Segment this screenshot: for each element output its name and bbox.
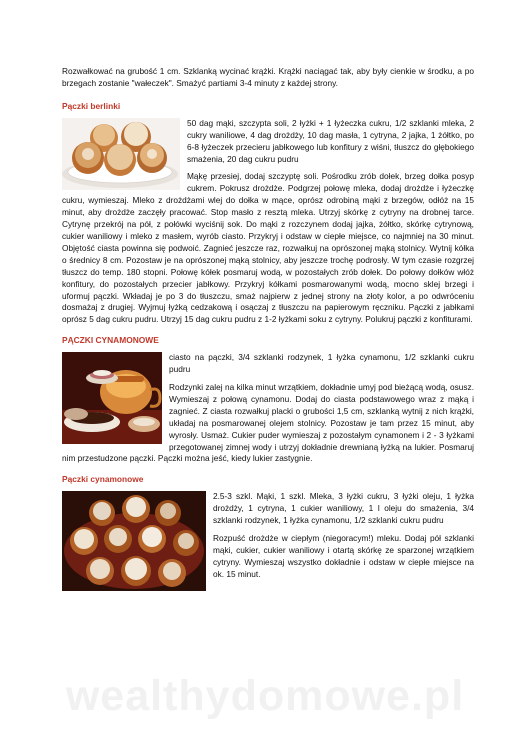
recipe-ingredients: 50 dag mąki, szczypta soli, 2 łyżki + 1 łyżeczka cukru, 1/2 szklanki mleka, 2 cukry waniliowe, 4 dag drożdży, 10 dag masła, 1 cytryna, 2 jajka, 1 żółtko, po 6-8 łyżeczek przecieru jabłkowego lub konfitury z wiśni, tłuszcz do głębokiego smażenia, 20 dag cukru pudru xyxy=(187,117,474,164)
recipe-title: Pączki berlinki xyxy=(62,100,121,111)
cinnamon-donuts-plate-photo xyxy=(62,491,206,591)
recipe-method: Mąkę przesiej, dodaj szczyptę soli. Pośrodku zrób dołek, brzeg dołka posyp cukrem. Pokrusz drożdże. Podgrzej połowę mleka, dodaj drożdże i łyżeczkę cukru, wymieszaj. Mleko z drożdżami wlej do dołka w mące, oprósz odrobiną mąki z brzegów, odłóż na 15 minut, aby drożdże zaczęły pracować. Stop masło z resztą mleka. Utrzyj skórkę z cytryny na drobnej tarce. Cytrynę przekrój na pół, z połówki wyciśnij sok. Do mąki z rozczynem dodaj jajka, żółtko, skórkę cytrynową, cukier waniliowy i mleko z masłem, wyrób ciasto. Przykryj i odstaw w ciepłe miejsce, co najmniej na 30 minut. Objętość ciasta powinna się podwoić. Zagnieć jeszcze raz, rozwałkuj na oprószonej mąką stolnicy. Wytnij kółka o średnicy 8 cm. Pozostaw je na oprószonej mąką stolnicy, aby jeszcze trochę podrosły. W tym czasie rozgrzej tłuszcz do temp. 180 stopni. Połowę kółek posmaruj wodą, w pozostałych zrób dołek. Do połowy dołków włóż konfitury, do pozostałych przecier jabłkowy. Przykryj kółkami posmarowanymi wodą, mocno sklej brzegi i uformuj pączki. Wkładaj je po 3 do tłuszczu, smaż najpierw z jednej strony na złoty kolor, a po odwróceniu dosmażaj z drugiej. Wyjmuj łyżką cedzakową i osączaj z tłuszczu na papierowym ręczniku. Pączki z jabłkami oprósz 5 dag cukru pudru. Utrzyj 15 dag cukru pudru z 1-2 łyżkami soku z cytryny. Polukruj pączki z konfiturami. xyxy=(62,171,474,325)
recipe-page xyxy=(62,66,474,603)
recipe-method: Rodzynki zalej na kilka minut wrzątkiem, dokładnie umyj pod bieżącą wodą, osusz. Wymieszaj z połową cynamonu. Dodaj do ciasta podstawowego wraz z mąką i zagnieć. Z ciasta rozwałkuj placki o grubości 1,5 cm, szklanką wytnij z nich krążki, układaj na posmarowanej olejem stolnicy. Pozostaw je tam przez 15 minut, aby wyrosły. Usmaż. Cukier puder wymieszaj z pozostałym cynamonem i 2 - 3 łyżkami przegotowanej zimnej wody i utrzyj dokładnie drewnianą łyżką na lukier. Posmaruj nim przestudzone pączki. Pączki można jeść, kiedy lukier zastygnie. xyxy=(62,382,474,464)
recipe-ingredients: ciasto na pączki, 3/4 szklanki rodzynek, 1 łyżka cynamonu, 1/2 szklanki cukru pudru xyxy=(169,352,474,375)
berlinki-photo xyxy=(62,118,180,190)
recipe-title: Pączki cynamonowe xyxy=(62,474,144,485)
site-watermark: wealthydomowe.pl xyxy=(65,672,465,720)
recipe-cynamonowe-upper xyxy=(62,334,474,465)
recipe-berlinki xyxy=(62,100,474,326)
recipe-method: Rozpuść drożdże w ciepłym (niegoracym!) mleku. Dodaj pół szklanki mąki, cukier, cukier waniliowy i otartą skórkę ze sparzonej wrzątkiem cytryny. Wymieszaj wszystko dokładnie i odstaw w ciepłe miejsce na ok. 15 minut. xyxy=(213,533,474,579)
cinnamon-donuts-tea-photo xyxy=(62,352,162,444)
recipe-ingredients: 2.5-3 szkl. Mąki, 1 szkl. Mleka, 3 łyżki cukru, 3 łyżki oleju, 1 łyżka drożdży, 1 cytryna, 1 cukier waniliowy, 1 l oleju do smażenia, 3/4 szklanki rodzynek, 1 łyżka cynamonu, 1/2 szklanki cukru pudru xyxy=(213,491,474,526)
recipe-cynamonowe-lower xyxy=(62,473,474,595)
recipe-title: PĄCZKI CYNAMONOWE xyxy=(62,335,159,346)
intro-paragraph: Rozwałkować na grubość 1 cm. Szklanką wycinać krążki. Krążki naciągać tak, aby były cienkie w środku, a po brzegach zostanie "wałeczek". Smażyć partiami 3-4 minuty z każdej strony. xyxy=(62,66,474,88)
